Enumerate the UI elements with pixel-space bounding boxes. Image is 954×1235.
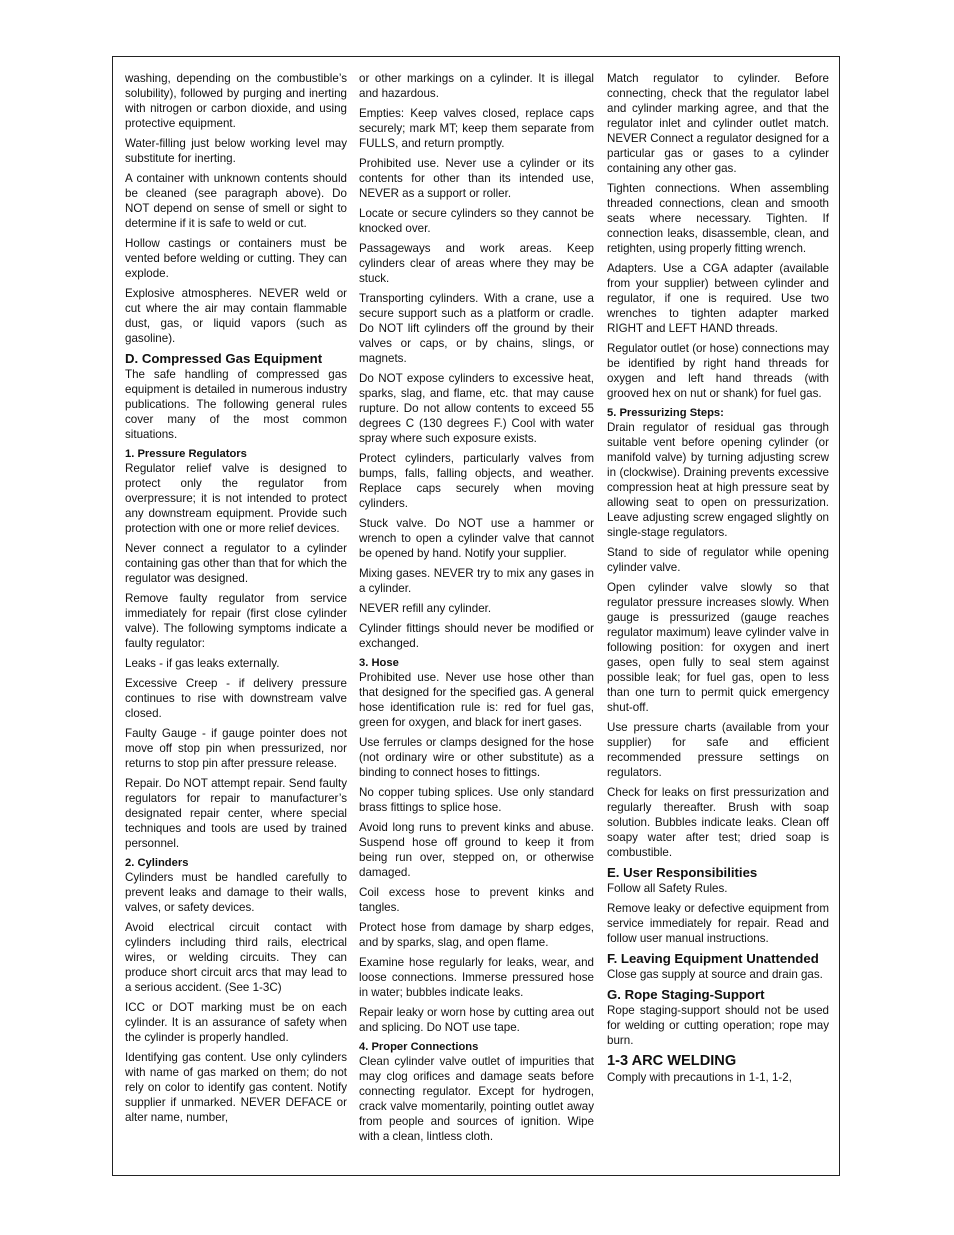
column-2 (359, 71, 594, 1149)
paragraph: A container with unknown contents should be cleaned (see paragraph above). Do NOT depend on sense of smell or sight to determine if it is safe to weld or cut. (125, 172, 347, 230)
paragraph: Drain regulator of residual gas through suitable vent before opening cylinder (or manifold valve) by turning adjusting screw in (clockwise). Draining prevents excessive compression heat at high pressure seat by allowing seat to open on pressurization. Leave adjusting screw engaged slightly on single-stage regulators. (607, 421, 829, 539)
paragraph: Repair. Do NOT attempt repair. Send faulty regulators for repair to manufacturer’s designated repair center, where special techniques and tools are used by trained personnel. (125, 777, 347, 850)
paragraph: NEVER refill any cylinder. (359, 602, 492, 615)
section-heading: 4. Proper Connections (359, 1041, 479, 1053)
paragraph: Regulator outlet (or hose) connections may be identified by right hand threads for oxygen and left hand threads (with grooved hex on nut or shank) for fuel gas. (607, 342, 829, 400)
section-heading: 5. Pressurizing Steps: (607, 407, 724, 419)
paragraph: Examine hose regularly for leaks, wear, and loose connections. Immerse pressured hose in water; bubbles indicate leaks. (359, 956, 594, 999)
paragraph: Match regulator to cylinder. Before connecting, check that the regulator label and cylinder marking agree, and that the regulator inlet and cylinder outlet match. NEVER Connect a regulator designed for a particular gas or gases to a cylinder containing any other gas. (607, 72, 829, 175)
paragraph: Use pressure charts (available from your supplier) for safe and efficient recommended pressure settings on regulators. (607, 721, 829, 779)
paragraph: Use ferrules or clamps designed for the hose (not ordinary wire or other substitute) as a binding to connect hoses to fittings. (359, 736, 594, 779)
section-heading: 2. Cylinders (125, 857, 189, 869)
paragraph: Remove leaky or defective equipment from service immediately for repair. Read and follow user manual instructions. (607, 902, 829, 945)
paragraph: Regulator relief valve is designed to protect only the regulator from overpressure; it is not intended to protect any downstream equipment. Provide such protection with one or more relief devices. (125, 462, 347, 535)
paragraph: Stuck valve. Do NOT use a hammer or wrench to open a cylinder valve that cannot be opened by hand. Notify your supplier. (359, 517, 594, 560)
paragraph: Protect hose from damage by sharp edges, and by sparks, slag, and open flame. (359, 921, 594, 949)
paragraph: No copper tubing splices. Use only standard brass fittings to splice hose. (359, 786, 594, 814)
paragraph: Open cylinder valve slowly so that regulator pressure increases slowly. When gauge is pressurized (gauge reaches regulator maximum) leave cylinder valve in following position: for oxygen and inert gases, open fully to seal stem against possible leak; for fuel gas, open to less than one turn to permit quick emergency shut-off. (607, 581, 829, 714)
paragraph: Tighten connections. When assembling threaded connections, clean and smooth seats where necessary. Tighten. If connection leaks, disassemble, clean, and retighten, using properly fitting wrench. (607, 182, 829, 255)
paragraph: Clean cylinder valve outlet of impurities that may clog orifices and damage seats before connecting regulator. Except for hydrogen, crack valve momentarily, pointing outlet away from people and sources of ignition. Wipe with a clean, lintless cloth. (359, 1055, 594, 1143)
paragraph: Stand to side of regulator while opening cylinder valve. (607, 546, 829, 574)
paragraph: Faulty Gauge - if gauge pointer does not move off stop pin when pressurized, nor returns to stop pin after pressure release. (125, 727, 347, 770)
paragraph: Adapters. Use a CGA adapter (available from your supplier) between cylinder and regulator, if one is required. Use two wrenches to tighten adapter marked RIGHT and LEFT HAND threads. (607, 262, 829, 335)
paragraph: Hollow castings or containers must be vented before welding or cutting. They can explode. (125, 237, 347, 280)
paragraph: Cylinders must be handled carefully to prevent leaks and damage to their walls, valves, or safety devices. (125, 871, 347, 914)
paragraph: Avoid electrical circuit contact with cylinders including third rails, electrical wires, or welding circuits. They can produce short circuit arcs that may lead to a serious accident. (See 1-3C) (125, 921, 347, 994)
paragraph: Leaks - if gas leaks externally. (125, 657, 280, 670)
paragraph: Never connect a regulator to a cylinder containing gas other than that for which the regulator was designed. (125, 542, 347, 585)
paragraph: Repair leaky or worn hose by cutting area out and splicing. Do NOT use tape. (359, 1006, 594, 1034)
paragraph: Rope staging-support should not be used for welding or cutting operation; rope may burn. (607, 1004, 829, 1047)
paragraph: Check for leaks on first pressurization and regularly thereafter. Brush with soap solution. Bubbles indicate leaks. Clean off soapy water after test; dried soap is combustible. (607, 786, 829, 859)
paragraph: Cylinder fittings should never be modified or exchanged. (359, 622, 594, 650)
paragraph: Avoid long runs to prevent kinks and abuse. Suspend hose off ground to keep it from being run over, stepped on, or otherwise damaged. (359, 821, 594, 879)
column-1 (125, 71, 347, 1130)
paragraph: Identifying gas content. Use only cylinders with name of gas marked on them; do not rely on color to identify gas content. Notify supplier if unmarked. NEVER DEFACE or alter name, number, (125, 1051, 347, 1124)
paragraph: Excessive Creep - if delivery pressure continues to rise with downstream valve closed. (125, 677, 347, 720)
paragraph: Explosive atmospheres. NEVER weld or cut where the air may contain flammable dust, gas, or liquid vapors (such as gasoline). (125, 287, 347, 345)
section-heading: 1-3 ARC WELDING (607, 1053, 737, 1069)
paragraph: Transporting cylinders. With a crane, use a secure support such as a platform or cradle. Do NOT lift cylinders off the ground by their valves or caps, or by chains, slings, or magnets. (359, 292, 594, 365)
section-heading: D. Compressed Gas Equipment (125, 351, 323, 366)
paragraph: Do NOT expose cylinders to excessive heat, sparks, slag, and flame, etc. that may cause rupture. Do not allow contents to exceed 55 degrees C (130 degrees F.) Cool with water spray where such exposure exists. (359, 372, 594, 445)
paragraph: Remove faulty regulator from service immediately for repair (first close cylinder valve). The following symptoms indicate a faulty regulator: (125, 592, 347, 650)
section-heading: 3. Hose (359, 657, 399, 669)
paragraph: Prohibited use. Never use hose other than that designed for the specified gas. A general hose identification rule is: red for fuel gas, green for oxygen, and black for inert gases. (359, 671, 594, 729)
paragraph: Water-filling just below working level may substitute for inerting. (125, 137, 347, 165)
section-heading: E. User Responsibilities (607, 865, 758, 880)
paragraph: Passageways and work areas. Keep cylinders clear of areas where they may be stuck. (359, 242, 594, 285)
paragraph: Prohibited use. Never use a cylinder or its contents for other than its intended use, NEVER as a support or roller. (359, 157, 594, 200)
section-heading: G. Rope Staging-Support (607, 987, 765, 1002)
paragraph: ICC or DOT marking must be on each cylinder. It is an assurance of safety when the cylinder is properly handled. (125, 1001, 347, 1044)
paragraph: Empties: Keep valves closed, replace caps securely; mark MT; keep them separate from FULLS, and return promptly. (359, 107, 594, 150)
paragraph: Mixing gases. NEVER try to mix any gases in a cylinder. (359, 567, 594, 595)
paragraph: Follow all Safety Rules. (607, 882, 728, 895)
paragraph: Coil excess hose to prevent kinks and tangles. (359, 886, 594, 914)
paragraph: Protect cylinders, particularly valves from bumps, falls, falling objects, and weather. Replace caps securely when moving cylinders. (359, 452, 594, 510)
column-3 (607, 71, 829, 1090)
paragraph: Close gas supply at source and drain gas. (607, 968, 823, 981)
section-heading: 1. Pressure Regulators (125, 448, 247, 460)
section-heading: F. Leaving Equipment Unattended (607, 951, 819, 966)
paragraph: washing, depending on the combustible’s solubility), followed by purging and inerting with nitrogen or carbon dioxide, and using protective equipment. (125, 72, 347, 130)
paragraph: or other markings on a cylinder. It is illegal and hazardous. (359, 72, 594, 100)
paragraph: Locate or secure cylinders so they cannot be knocked over. (359, 207, 594, 235)
paragraph: Comply with precautions in 1-1, 1-2, (607, 1071, 792, 1084)
paragraph: The safe handling of compressed gas equipment is detailed in numerous industry publications. The following general rules cover many of the most common situations. (125, 368, 347, 441)
